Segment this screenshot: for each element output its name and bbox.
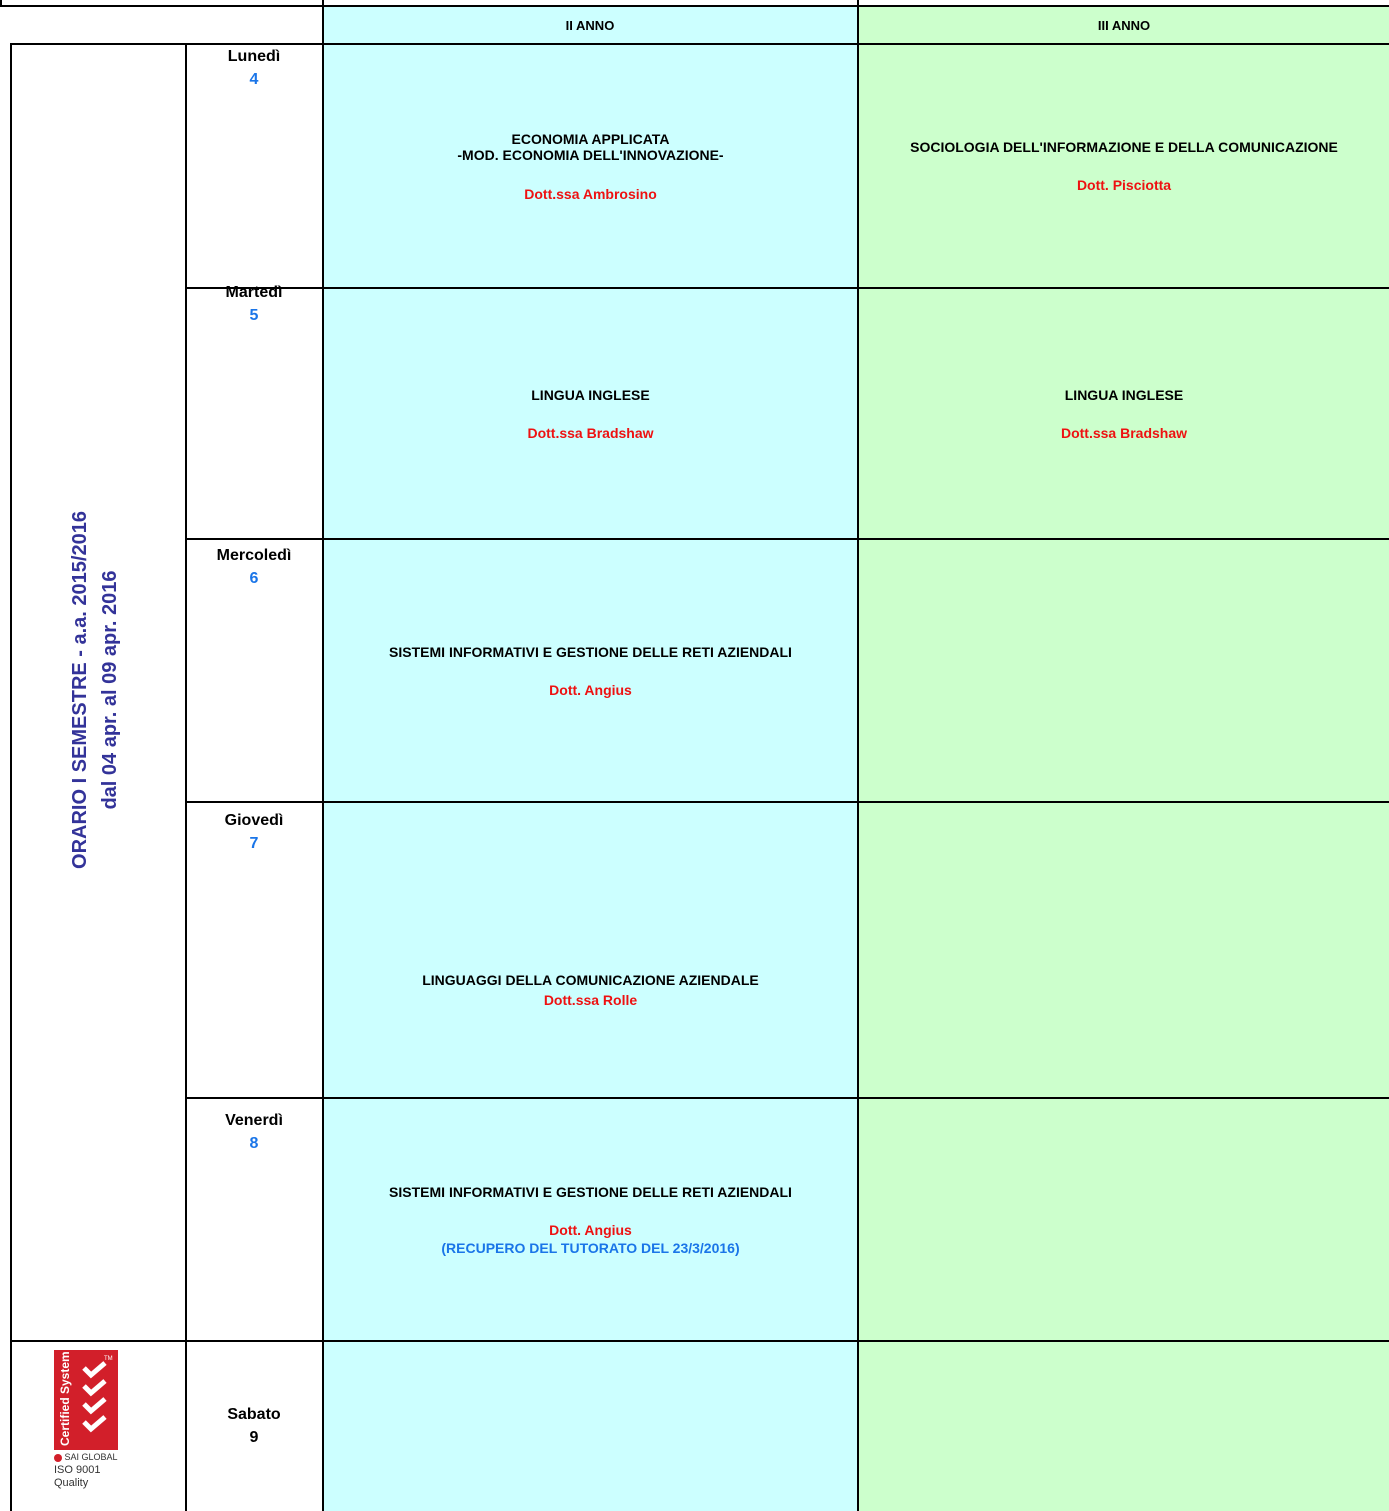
certified-system-badge-icon	[54, 1350, 118, 1450]
teacher: Dott.ssa Rolle	[543, 992, 638, 1008]
teacher: Dott.ssa Ambrosino	[524, 185, 657, 202]
day-thursday	[186, 812, 322, 853]
tuesday-ii-lesson	[324, 289, 857, 538]
certification-logo	[52, 1350, 152, 1500]
sai-global-dot-icon	[54, 1454, 62, 1462]
friday-ii-lesson	[324, 1099, 857, 1340]
day-column-border	[185, 43, 187, 1511]
day-name: Giovedì	[224, 812, 284, 829]
iso-label: ISO 9001	[54, 1464, 101, 1476]
day-date: 8	[249, 1135, 259, 1152]
teacher: Dott.ssa Bradshaw	[527, 424, 654, 441]
side-title-line1: ORARIO I SEMESTRE - a.a. 2015/2016	[69, 511, 91, 869]
day-saturday	[186, 1406, 322, 1447]
note: (RECUPERO DEL TUTORATO DEL 23/3/2016)	[441, 1239, 740, 1256]
subject: LINGUA INGLESE	[1064, 386, 1184, 403]
subject: SISTEMI INFORMATIVI E GESTIONE DELLE RETI AZIENDALI	[389, 643, 792, 660]
subject: LINGUAGGI DELLA COMUNICAZIONE AZIENDALE	[422, 972, 759, 988]
day-friday	[186, 1112, 322, 1153]
subject: ECONOMIA APPLICATA	[511, 130, 670, 147]
monday-ii-lesson	[324, 45, 857, 287]
day-name: Lunedì	[227, 48, 281, 65]
day-name: Mercoledì	[216, 547, 292, 564]
wednesday-ii-lesson	[324, 540, 857, 801]
quality-label: Quality	[54, 1477, 89, 1489]
side-title	[65, 511, 125, 869]
teacher: Dott. Angius	[549, 681, 632, 698]
row-line-5	[10, 1340, 1389, 1342]
subject: SOCIOLOGIA DELL'INFORMAZIONE E DELLA COMUNICAZIONE	[910, 139, 1338, 155]
day-date: 7	[249, 835, 259, 852]
day-date: 9	[249, 1429, 259, 1446]
day-date: 4	[249, 71, 259, 88]
day-name: Sabato	[227, 1406, 281, 1423]
svg-text:TM: TM	[104, 1356, 113, 1362]
top-left-border-left	[0, 0, 2, 7]
tuesday-iii-lesson	[859, 289, 1389, 538]
svg-text:Certified System: Certified System	[58, 1351, 72, 1446]
teacher: Dott.ssa Bradshaw	[1060, 424, 1188, 441]
teacher: Dott. Angius	[549, 1221, 632, 1238]
header-ii-anno: II ANNO	[565, 18, 615, 33]
day-tuesday	[186, 284, 322, 325]
day-name: Venerdì	[225, 1112, 283, 1129]
top-left-border	[0, 5, 323, 7]
teacher: Dott. Pisciotta	[1076, 177, 1172, 193]
side-title-line2: dal 04 apr. al 09 apr. 2016	[99, 570, 121, 810]
subject: LINGUA INGLESE	[531, 386, 650, 403]
sai-global-label: SAI GLOBAL	[64, 1452, 118, 1462]
day-date: 6	[249, 570, 259, 587]
sai-global-brand	[54, 1452, 118, 1462]
subject: SISTEMI INFORMATIVI E GESTIONE DELLE RETI AZIENDALI	[389, 1183, 792, 1200]
header-iii-anno: III ANNO	[1097, 18, 1151, 33]
day-date: 5	[249, 307, 259, 324]
monday-iii-lesson	[859, 45, 1389, 293]
day-monday	[186, 48, 322, 89]
day-wednesday	[186, 547, 322, 588]
thursday-ii-lesson	[324, 803, 857, 1137]
left-border	[10, 43, 12, 1511]
subject-module: -MOD. ECONOMIA DELL'INNOVAZIONE-	[457, 146, 724, 163]
day-name: Martedì	[225, 284, 283, 301]
